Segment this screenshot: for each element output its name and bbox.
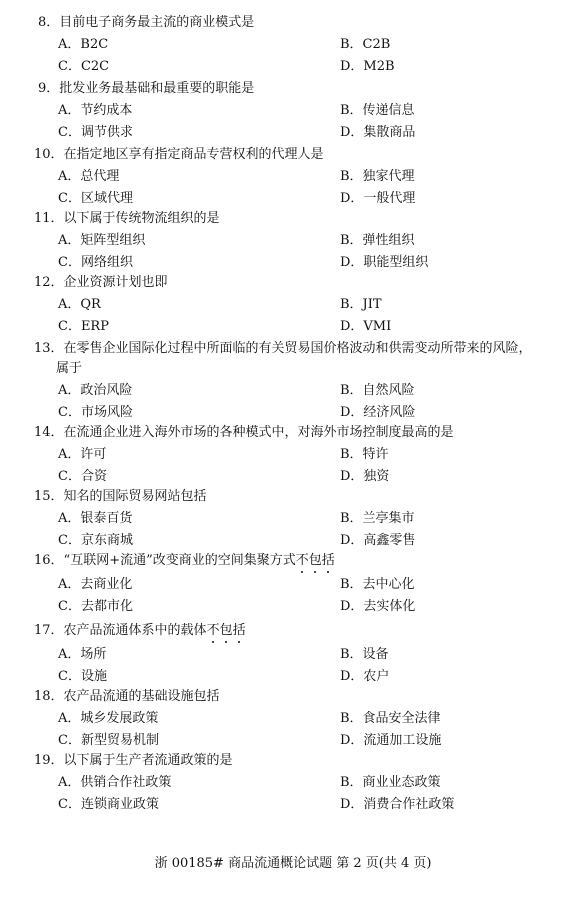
option-c: C．设施 bbox=[58, 669, 107, 684]
question-stem: 17．农产品流通体系中的载体不包括 bbox=[34, 623, 246, 638]
option-c: C．新型贸易机制 bbox=[58, 733, 159, 748]
question-stem-continued: 属于 bbox=[56, 361, 83, 376]
option-c: C．区域代理 bbox=[58, 191, 133, 206]
option-b: B．食品安全法律 bbox=[340, 711, 441, 726]
emphasis-char: 包 bbox=[308, 553, 322, 568]
option-a: A．银泰百货 bbox=[58, 511, 133, 526]
page-footer: 浙 00185# 商品流通概论试题 第 2 页(共 4 页) bbox=[154, 856, 432, 871]
option-d: D．集散商品 bbox=[340, 125, 416, 140]
emphasis-char: 包 bbox=[219, 623, 233, 638]
option-c: C．连锁商业政策 bbox=[58, 797, 159, 812]
question-stem: 15．知名的国际贸易网站包括 bbox=[34, 489, 207, 504]
option-d: D．农户 bbox=[340, 669, 390, 684]
question-stem: 14．在流通企业进入海外市场的各种模式中，对海外市场控制度最高的是 bbox=[34, 425, 454, 440]
option-c: C．市场风险 bbox=[58, 405, 133, 420]
option-a: A．场所 bbox=[58, 647, 107, 662]
option-a: A．节约成本 bbox=[58, 103, 133, 118]
question-stem: 13．在零售企业国际化过程中所面临的有关贸易国价格波动和供需变动所带来的风险， bbox=[34, 341, 532, 356]
question-stem: 18．农产品流通的基础设施包括 bbox=[34, 689, 220, 704]
option-a: A．B2C bbox=[58, 37, 109, 52]
option-a: A．去商业化 bbox=[58, 577, 133, 592]
option-d: D．流通加工设施 bbox=[340, 733, 442, 748]
emphasis-dotted bbox=[207, 623, 246, 638]
option-d: D．M2B bbox=[340, 59, 395, 74]
option-a: A．总代理 bbox=[58, 169, 120, 184]
emphasis-char: 不 bbox=[206, 623, 220, 638]
option-d: D．职能型组织 bbox=[340, 255, 429, 270]
question-stem: 19．以下属于生产者流通政策的是 bbox=[34, 753, 233, 768]
option-d: D．去实体化 bbox=[340, 599, 416, 614]
option-b: B．弹性组织 bbox=[340, 233, 415, 248]
option-a: A．城乡发展政策 bbox=[58, 711, 159, 726]
option-b: B．商业业态政策 bbox=[340, 775, 441, 790]
option-b: B．C2B bbox=[340, 37, 391, 52]
question-stem: 9．批发业务最基础和最重要的职能是 bbox=[38, 81, 255, 96]
option-b: B．JIT bbox=[340, 297, 382, 312]
question-stem: 11．以下属于传统物流组织的是 bbox=[34, 211, 220, 226]
option-c: C．调节供求 bbox=[58, 125, 133, 140]
option-b: B．独家代理 bbox=[340, 169, 415, 184]
option-d: D．经济风险 bbox=[340, 405, 416, 420]
question-stem: 12．企业资源计划也即 bbox=[34, 275, 168, 290]
option-c: C．C2C bbox=[58, 59, 110, 74]
option-b: B．自然风险 bbox=[340, 383, 415, 398]
option-d: D．一般代理 bbox=[340, 191, 416, 206]
option-a: A．政治风险 bbox=[58, 383, 133, 398]
option-c: C．去都市化 bbox=[58, 599, 133, 614]
question-stem: 8．目前电子商务最主流的商业模式是 bbox=[38, 15, 255, 30]
emphasis-dotted bbox=[296, 553, 335, 568]
option-a: A．许可 bbox=[58, 447, 107, 462]
option-d: D．独资 bbox=[340, 469, 390, 484]
option-c: C．合资 bbox=[58, 469, 107, 484]
option-d: D．消费合作社政策 bbox=[340, 797, 455, 812]
option-a: A．QR bbox=[58, 297, 101, 312]
option-b: B．设备 bbox=[340, 647, 389, 662]
option-b: B．去中心化 bbox=[340, 577, 415, 592]
option-b: B．兰亭集市 bbox=[340, 511, 415, 526]
option-d: D．VMI bbox=[340, 319, 392, 334]
option-b: B．传递信息 bbox=[340, 103, 415, 118]
option-b: B．特许 bbox=[340, 447, 389, 462]
emphasis-char: 不 bbox=[295, 553, 309, 568]
option-c: C．网络组织 bbox=[58, 255, 133, 270]
option-c: C．ERP bbox=[58, 319, 109, 334]
question-stem: 16．“互联网+流通”改变商业的空间集聚方式不包括 bbox=[34, 553, 335, 568]
emphasis-char: 括 bbox=[321, 553, 335, 568]
emphasis-char: 括 bbox=[232, 623, 246, 638]
question-stem: 10．在指定地区享有指定商品专营权利的代理人是 bbox=[34, 147, 324, 162]
option-a: A．矩阵型组织 bbox=[58, 233, 146, 248]
option-a: A．供销合作社政策 bbox=[58, 775, 172, 790]
option-c: C．京东商城 bbox=[58, 533, 133, 548]
option-d: D．高鑫零售 bbox=[340, 533, 416, 548]
